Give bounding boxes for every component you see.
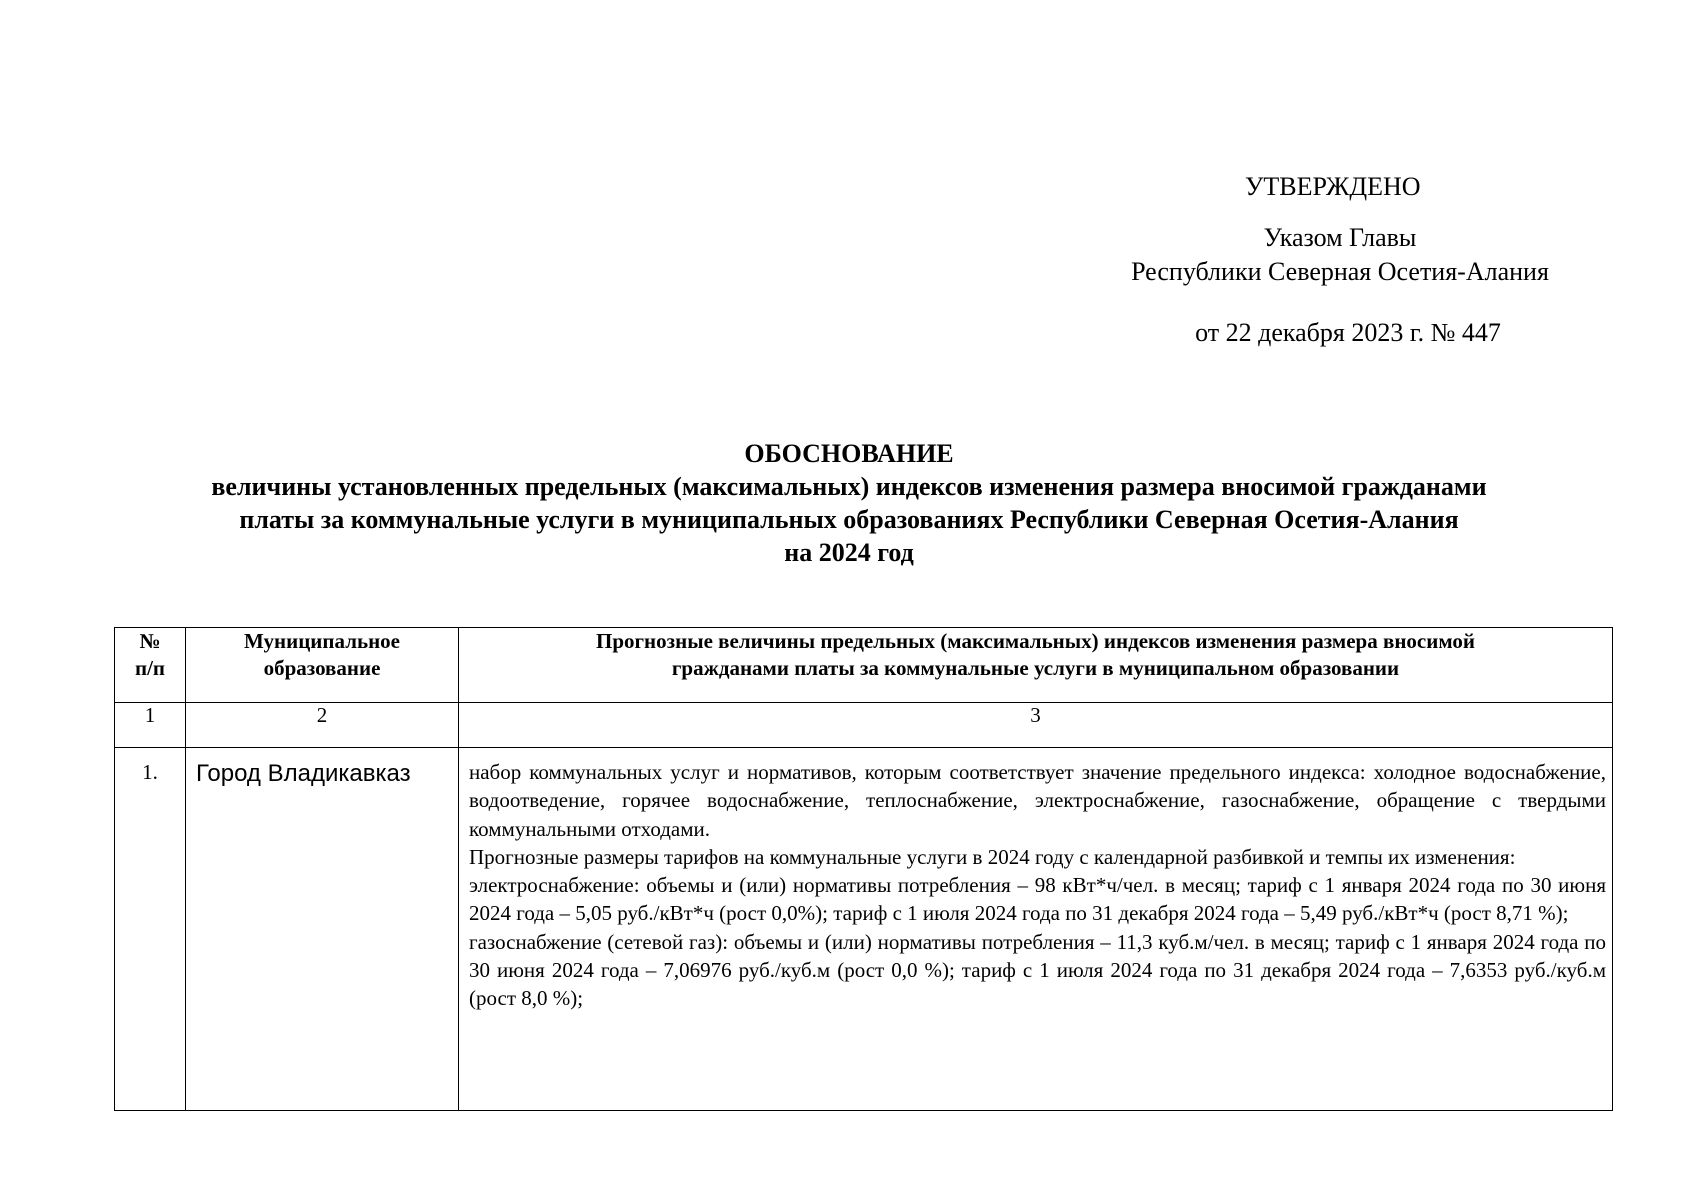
column-number-2: 2	[186, 703, 459, 748]
header-municipality-line1: Муниципальное	[243, 629, 401, 653]
description-paragraph-electricity: электроснабжение: объемы и (или) нормативы потребления – 98 кВт*ч/чел. в месяц; тариф с 1 января 2024 года по 30 июня 2024 года – 5,05 руб./кВт*ч (рост 0,0%); тариф с 1 июля 2024 года по 31 декабря 2024 года – 5,49 руб./кВт*ч (рост 8,71 %);	[469, 873, 1606, 926]
approval-authority-line1: Указом Главы	[1263, 223, 1417, 252]
approval-authority-line2: Республики Северная Осетия-Алания	[1131, 257, 1549, 286]
table-header-row	[115, 628, 1613, 703]
header-municipality	[186, 628, 459, 703]
header-number-line1: №	[139, 629, 161, 653]
table-row	[115, 748, 1613, 1111]
row-description	[459, 748, 1613, 1111]
header-description-line2: гражданами платы за коммунальные услуги в муниципальном образовании	[671, 656, 1400, 680]
header-description-line1: Прогнозные величины предельных (максимальных) индексов изменения размера вносимой	[596, 629, 1475, 653]
header-number-line2: п/п	[134, 656, 166, 680]
approval-date: от 22 декабря 2023 г. № 447	[1195, 318, 1501, 347]
column-number-3: 3	[459, 703, 1613, 748]
row-number: 1.	[115, 748, 186, 1111]
row-municipality: Город Владикавказ	[186, 748, 459, 1111]
column-number-row	[115, 703, 1613, 748]
description-paragraph-forecast: Прогнозные размеры тарифов на коммунальные услуги в 2024 году с календарной разбивкой и темпы их изменения:	[469, 844, 1516, 869]
header-description	[459, 628, 1613, 703]
document-subtitle-line-1: величины установленных предельных (максимальных) индексов изменения размера вносимой гражданами	[211, 472, 1487, 501]
column-number-1: 1	[115, 703, 186, 748]
description-paragraph-services: набор коммунальных услуг и нормативов, которым соответствует значение предельного индекса: холодное водоснабжение, водоотведение, горячее водоснабжение, теплоснабжение, электроснабжение, газоснабжение, обращение с твердыми коммунальными отходами.	[469, 760, 1606, 841]
description-paragraph-gas: газоснабжение (сетевой газ): объемы и (или) нормативы потребления – 11,3 куб.м/чел. в месяц; тариф с 1 января 2024 года по 30 июня 2024 года – 7,06976 руб./куб.м (рост 0,0 %); тариф с 1 июля 2024 года по 31 декабря 2024 года – 7,6353 руб./куб.м (рост 8,0 %);	[469, 929, 1606, 1011]
tariff-index-table	[114, 627, 1613, 1111]
document-heading: ОБОСНОВАНИЕ	[744, 439, 954, 468]
header-number	[115, 628, 186, 703]
document-subtitle-line-3: на 2024 год	[784, 538, 914, 567]
approval-title: УТВЕРЖДЕНО	[1245, 172, 1421, 201]
header-municipality-line2: образование	[263, 656, 381, 680]
document-title	[100, 437, 1598, 569]
approval-authority	[1110, 221, 1570, 289]
document-subtitle-line-2: платы за коммунальные услуги в муниципальных образованиях Республики Северная Осетия-Алания	[239, 505, 1459, 534]
